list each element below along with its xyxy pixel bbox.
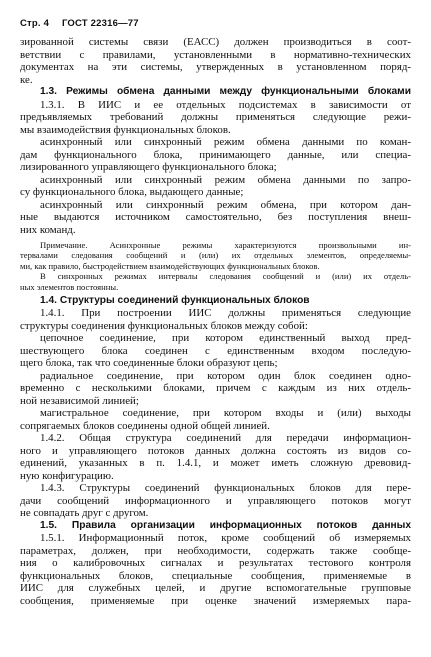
page-number: Стр. 4	[20, 18, 50, 29]
text-line: асинхронный или синхронный режим обмена данными по коман-	[40, 136, 411, 148]
text-line: документах на эти системы, утвержденных в установленном поряд-	[20, 61, 411, 73]
note-line: тервалами следования сообщений и (или) их отдельных элементов, определяемы-	[20, 250, 411, 261]
text-line: них команд.	[20, 223, 76, 236]
note-line: ных элементов постоянны.	[20, 281, 119, 292]
page-body	[20, 36, 411, 607]
text-line: шествующего блока соединен с единственным входом последую-	[20, 344, 411, 357]
text-line: ке.	[20, 73, 33, 86]
text-line: не совпадать друг с другом.	[20, 507, 149, 520]
note-line: ми, как правило, быстродействием взаимодействующих функциональных блоков.	[20, 260, 320, 271]
standard-code: ГОСТ 22316—77	[61, 18, 139, 29]
page-header	[20, 18, 149, 29]
text-line: ную конфигурацию.	[20, 469, 114, 482]
text-line: зированной системы связи (ЕАСС) должен производиться в соот-	[20, 36, 411, 48]
text-line: ные выдаются источником самостоятельно, без поступления внеш-	[20, 211, 411, 223]
text-line: 1.4. Структуры соединений функциональных блоков	[40, 294, 310, 306]
text-line: 1.5. Правила организации информационных потоков данных	[40, 519, 411, 531]
text-line: ного и управляющего потоков данных должна состоять из видов со-	[20, 444, 411, 457]
text-line: 1.4.2. Общая структура соединений для передачи информацион-	[40, 432, 411, 445]
text-line: структуры соединения функциональных блоков между собой:	[20, 319, 308, 332]
text-line: временно с несколькими блоками, причем с каждым из них отдель-	[20, 382, 411, 395]
text-line: 1.3.1. В ИИС и ее отдельных подсистемах в зависимости от	[40, 98, 411, 111]
text-line: сопрягаемых блоков соединены одной общей линией.	[20, 419, 270, 432]
text-line: щего блока, так что соединенные блоки образуют цепь;	[20, 357, 278, 370]
text-line: единений, указанных в п. 1.4.1, и может иметь сложную древовид-	[20, 457, 411, 470]
text-line: ния о калибровочных сигналах и результатах тестового контроля	[20, 557, 411, 570]
text-line: 1.4.1. При построении ИИС должны применяться следующие	[40, 307, 411, 320]
text-line: су функционального блока, выдающего данные;	[20, 186, 244, 198]
text-line: функциональных блоков, специальные сообщения, применяемые в	[20, 569, 411, 582]
text-line: ИИС для служебных целей, и другие вспомогательные групповые	[20, 582, 411, 595]
text-line: параметрах, должен, при необходимости, содержать также сообще-	[20, 544, 411, 557]
text-line: асинхронный или синхронный режим обмена, при котором дан-	[40, 198, 411, 211]
text-block-1	[20, 36, 411, 236]
text-line: сообщения, применяемые при оценке значений измеряемых пара-	[20, 594, 411, 607]
text-line: лизированного управляющего функционального блока;	[20, 161, 277, 173]
text-line: асинхронный или синхронный режим обмена данными по запро-	[40, 173, 411, 186]
note-line: Примечание. Асинхронные режимы характеризуются произвольными ин-	[40, 240, 411, 250]
text-line: дачи сообщений информационного и управляющего потоков могут	[20, 494, 411, 507]
text-line: цепочное соединение, при котором единственный выход пред-	[40, 332, 411, 345]
text-line: ветствии с правилами, установленными в нормативно-технических	[20, 48, 411, 61]
text-line: радиальное соединение, при котором один блок соединен одно-	[40, 369, 411, 382]
text-line: предъявляемых требований должны применяться следующие режи-	[20, 111, 411, 123]
text-line: 1.4.3. Структуры соединений функциональных блоков для пере-	[40, 482, 411, 495]
text-line: 1.5.1. Информационный поток, кроме сообщений об измеряемых	[40, 532, 411, 545]
note-line: В синхронных режимах интервалы следования сообщений и (или) их отдель-	[40, 271, 411, 282]
text-line: мы взаимодействия функциональных блоков.	[20, 123, 231, 136]
text-block-2	[20, 295, 411, 608]
text-line: магистральное соединение, при котором входы и (или) выходы	[40, 407, 411, 420]
note-block	[20, 240, 411, 292]
text-line: 1.3. Режимы обмена данными между функциональными блоками	[40, 86, 411, 97]
text-line: дам функционального блока, принимающего данные, или специа-	[20, 148, 411, 161]
text-line: ной независимой линией;	[20, 394, 139, 407]
